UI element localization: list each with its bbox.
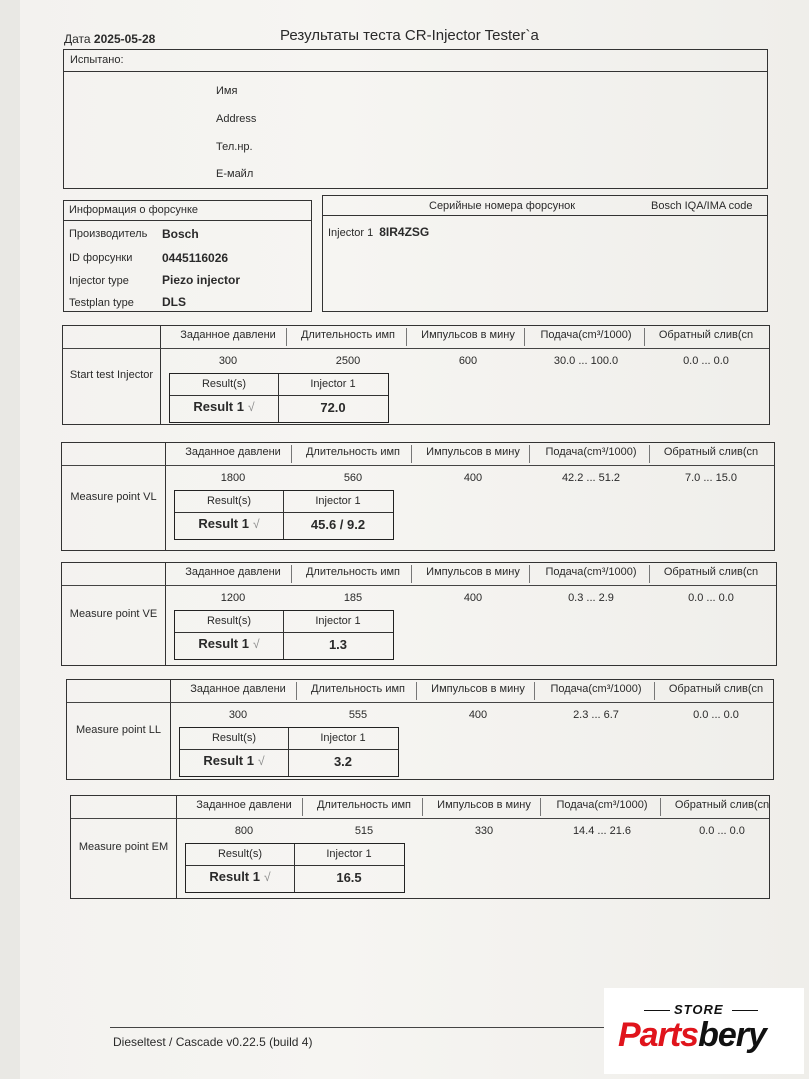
param-value: 400 (463, 472, 483, 484)
param-value: 800 (234, 825, 254, 837)
param-value: 2500 (335, 355, 361, 367)
check-icon: √ (252, 517, 260, 531)
result-injector-label: Injector 1 (326, 848, 372, 860)
param-value: 2.3 ... 6.7 (573, 709, 619, 721)
param-value: 1200 (220, 592, 246, 604)
param-header: Длительность имп (316, 799, 411, 811)
param-value: 300 (218, 355, 238, 367)
test-block (70, 795, 770, 899)
result-table (174, 610, 394, 660)
test-name: Measure point VE (62, 563, 166, 665)
check-icon: √ (257, 754, 265, 768)
param-header: Заданное давлени (196, 799, 292, 811)
param-value: 0.3 ... 2.9 (568, 592, 614, 604)
result-value: 45.6 / 9.2 (310, 517, 366, 532)
address-label: Address (216, 113, 257, 125)
result-injector-label: Injector 1 (315, 615, 361, 627)
param-header: Обратный слив(cn (668, 683, 764, 695)
serial-numbers-title: Серийные номера форсунок (429, 200, 576, 212)
phone-label: Тел.нр. (216, 141, 253, 153)
result-value: 3.2 (333, 754, 353, 769)
serial-numbers-section (322, 195, 768, 312)
param-header: Заданное давлени (190, 683, 286, 695)
footer-version: Dieseltest / Cascade v0.22.5 (build 4) (113, 1035, 313, 1049)
result-value: 72.0 (320, 400, 346, 415)
result-injector-label: Injector 1 (315, 495, 361, 507)
param-value: 560 (343, 472, 363, 484)
param-value: 0.0 ... 0.0 (699, 825, 745, 837)
name-label: Имя (216, 85, 238, 97)
param-value: 42.2 ... 51.2 (561, 472, 621, 484)
result-value: 16.5 (336, 870, 362, 885)
param-header: Подача(cm³/1000) (550, 683, 642, 695)
test-block (61, 442, 775, 551)
iqa-code-title: Bosch IQA/IMA code (651, 200, 753, 212)
test-block (61, 562, 777, 666)
testplan-type-label: Testplan type (69, 297, 134, 309)
param-value: 185 (343, 592, 363, 604)
result-label: Result(s) (201, 378, 246, 390)
param-value: 300 (228, 709, 248, 721)
param-header: Подача(cm³/1000) (545, 446, 637, 458)
injector-id-label: ID форсунки (69, 252, 133, 264)
param-header: Заданное давлени (180, 329, 276, 341)
test-block (62, 325, 770, 425)
result-table (169, 373, 389, 423)
tested-title: Испытано: (64, 50, 767, 72)
result-label: Result(s) (211, 732, 256, 744)
result-label: Result(s) (206, 615, 251, 627)
result-row-label: Result 1 √ (198, 516, 260, 531)
result-row-label: Result 1 √ (209, 869, 271, 884)
test-block (66, 679, 774, 780)
serial-row: Injector 1 8IR4ZSG (328, 225, 430, 239)
param-header: Обратный слив(cn (663, 566, 759, 578)
result-table (179, 727, 399, 777)
result-row-label: Result 1 √ (203, 753, 265, 768)
test-date-value: 2025-05-28 (93, 32, 156, 46)
test-name: Start test Injector (63, 326, 161, 424)
injector-info-section (63, 200, 312, 312)
test-name: Measure point VL (62, 443, 166, 550)
injector-info-title: Информация о форсунке (64, 201, 311, 221)
result-table (185, 843, 405, 893)
result-table (174, 490, 394, 540)
injector-id-value: 0445116026 (162, 251, 229, 265)
manufacturer-label: Производитель (69, 228, 148, 240)
footer-divider (110, 1027, 670, 1028)
result-label: Result(s) (217, 848, 262, 860)
result-label: Result(s) (206, 495, 251, 507)
logo-store-text: STORE (674, 1002, 724, 1017)
param-header: Заданное давлени (185, 446, 281, 458)
param-header: Импульсов в мину (431, 683, 525, 695)
param-header: Длительность имп (305, 446, 400, 458)
check-icon: √ (252, 637, 260, 651)
tested-section (63, 49, 768, 189)
partsbery-logo (604, 988, 804, 1074)
param-value: 0.0 ... 0.0 (688, 592, 734, 604)
param-header: Заданное давлени (185, 566, 281, 578)
test-name: Measure point EM (71, 796, 177, 898)
result-injector-label: Injector 1 (310, 378, 356, 390)
test-date: Дата 2025-05-28 (64, 32, 156, 46)
param-value: 30.0 ... 100.0 (553, 355, 619, 367)
param-header: Обратный слив(cn (658, 329, 754, 341)
param-value: 330 (474, 825, 494, 837)
param-header: Подача(cm³/1000) (540, 329, 632, 341)
result-injector-label: Injector 1 (320, 732, 366, 744)
logo-brand-text: Partsbery (618, 1016, 766, 1054)
test-name: Measure point LL (67, 680, 171, 779)
param-header: Обратный слив(cn (663, 446, 759, 458)
param-value: 0.0 ... 0.0 (683, 355, 729, 367)
param-header: Длительность имп (300, 329, 395, 341)
result-row-label: Result 1 √ (193, 399, 255, 414)
param-header: Импульсов в мину (421, 329, 515, 341)
injector-code: 8IR4ZSG (379, 225, 430, 239)
result-row-label: Result 1 √ (198, 636, 260, 651)
param-value: 400 (463, 592, 483, 604)
check-icon: √ (263, 870, 271, 884)
manufacturer-value: Bosch (162, 227, 199, 241)
param-header: Импульсов в мину (437, 799, 531, 811)
injector-type-value: Piezo injector (162, 273, 241, 287)
param-value: 0.0 ... 0.0 (693, 709, 739, 721)
param-header: Импульсов в мину (426, 446, 520, 458)
param-header: Длительность имп (305, 566, 400, 578)
param-value: 7.0 ... 15.0 (685, 472, 737, 484)
check-icon: √ (247, 400, 255, 414)
email-label: E-майл (216, 168, 254, 180)
param-header: Импульсов в мину (426, 566, 520, 578)
param-value: 1800 (220, 472, 246, 484)
param-header: Обратный слив(cn (674, 799, 770, 811)
param-header: Длительность имп (310, 683, 405, 695)
param-value: 600 (458, 355, 478, 367)
page-title: Результаты теста CR-Injector Tester`a (280, 27, 539, 44)
param-value: 400 (468, 709, 488, 721)
param-header: Подача(cm³/1000) (556, 799, 648, 811)
param-header: Подача(cm³/1000) (545, 566, 637, 578)
param-value: 515 (354, 825, 374, 837)
testplan-type-value: DLS (162, 295, 186, 309)
result-value: 1.3 (328, 637, 348, 652)
injector-type-label: Injector type (69, 275, 129, 287)
param-value: 555 (348, 709, 368, 721)
param-value: 14.4 ... 21.6 (572, 825, 632, 837)
